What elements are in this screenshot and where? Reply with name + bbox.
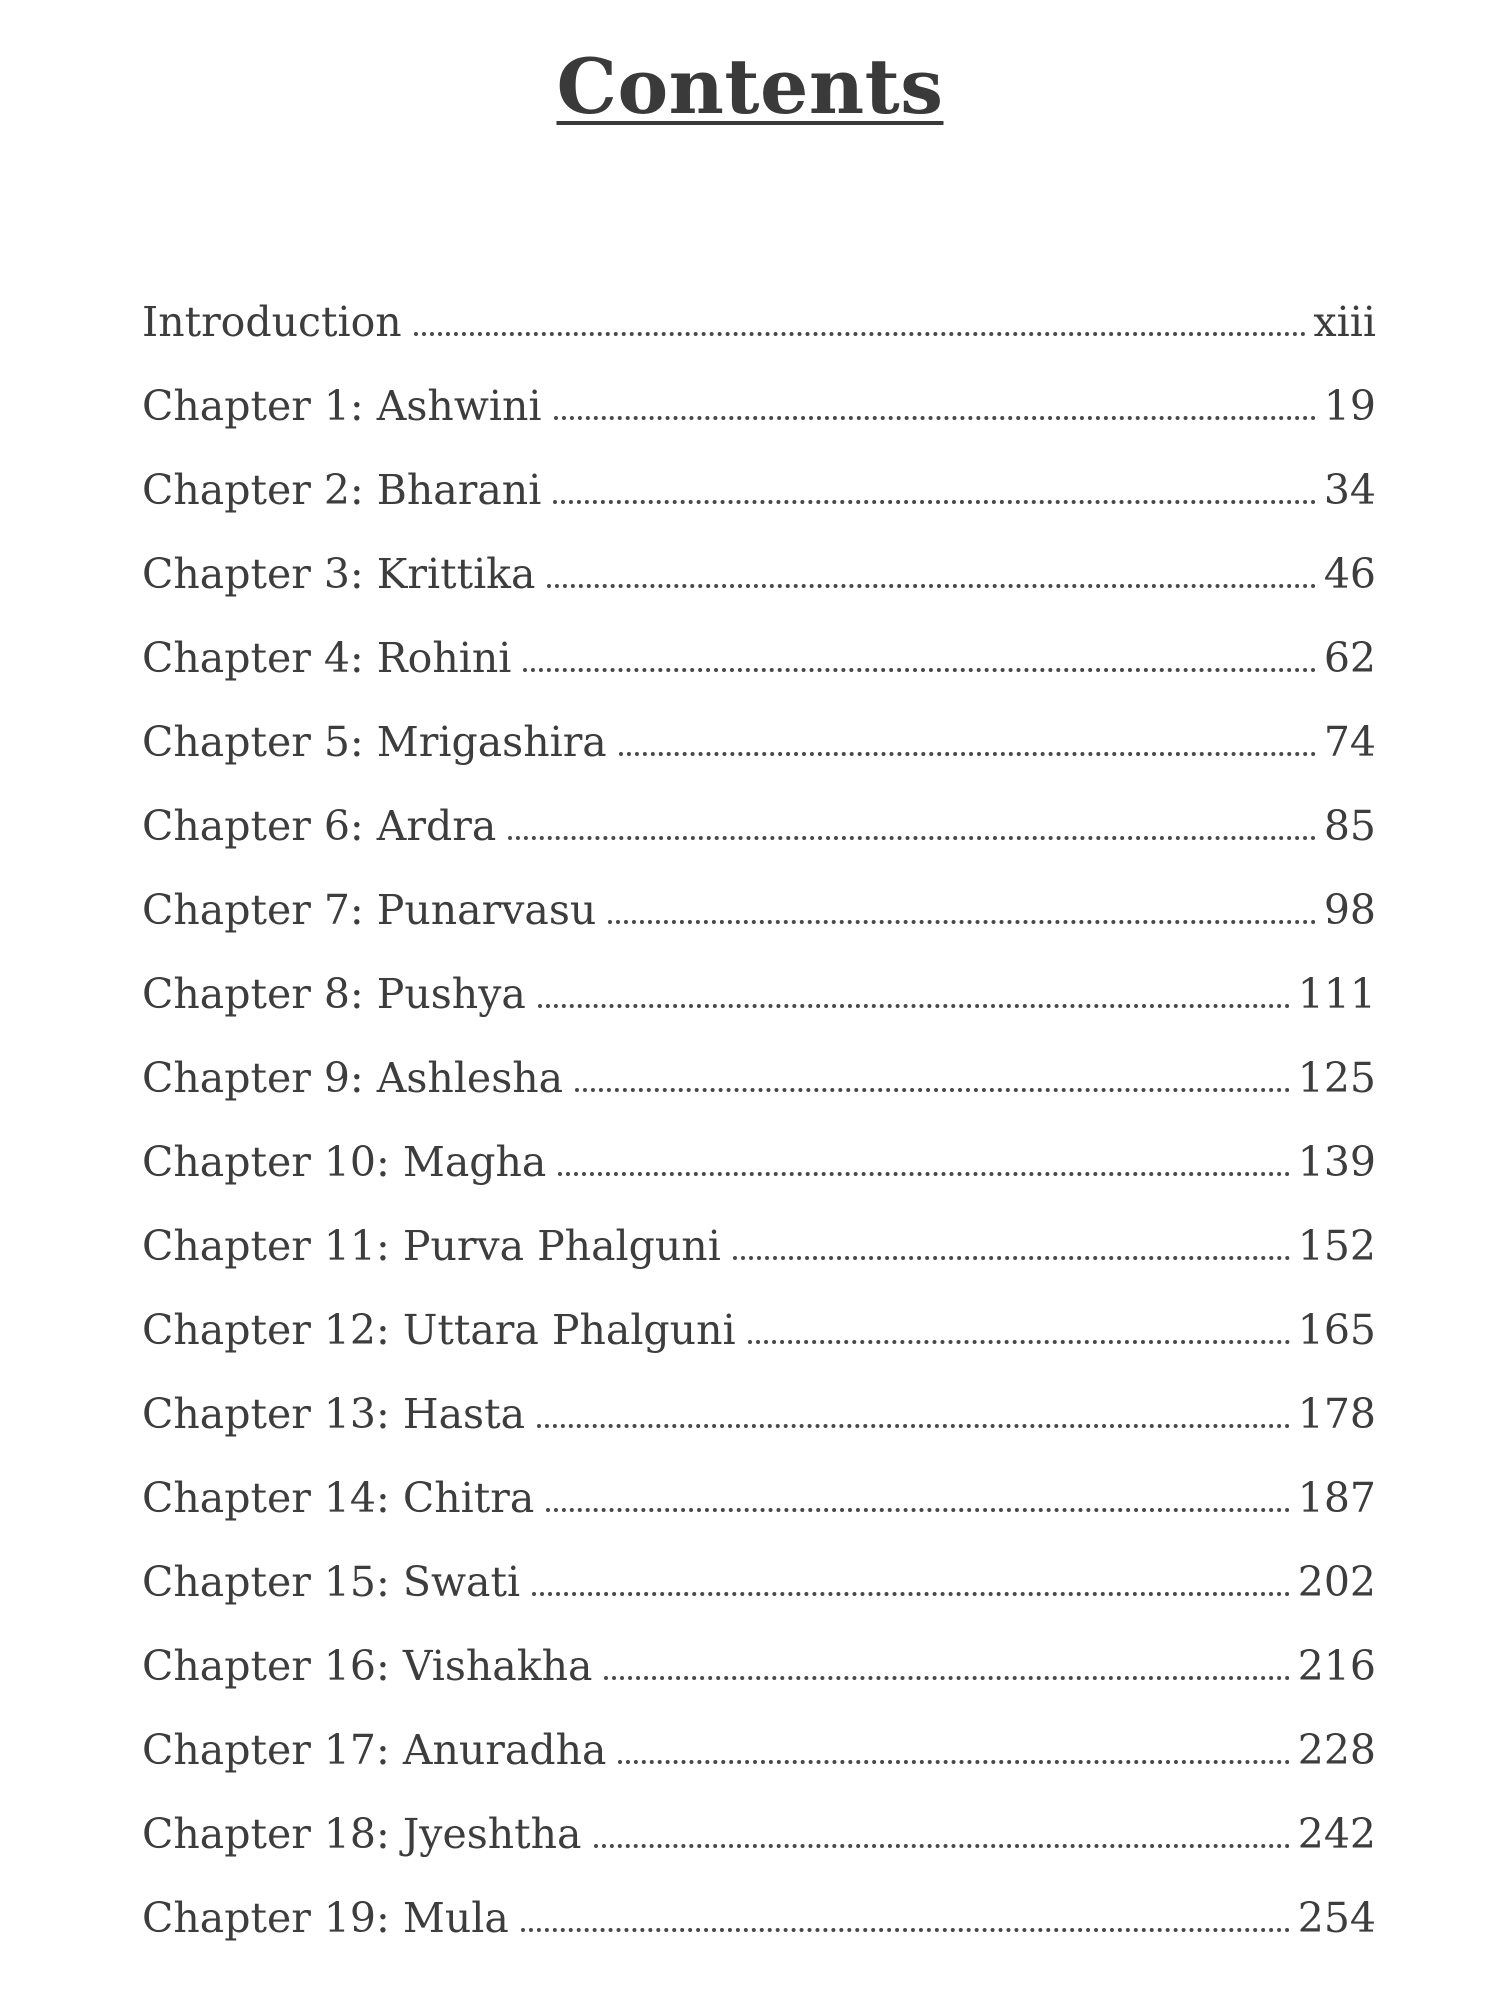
toc-entry-label: Chapter 6: Ardra — [142, 802, 497, 850]
dot-leader — [618, 1756, 1289, 1764]
toc-entry-page: 202 — [1297, 1558, 1376, 1606]
toc-entry-page: 98 — [1323, 886, 1376, 934]
toc-entry-page: 46 — [1323, 550, 1376, 598]
toc-entry-page: 85 — [1323, 802, 1376, 850]
toc-entry[interactable] — [142, 550, 1376, 634]
toc-entry-label: Chapter 15: Swati — [142, 1558, 521, 1606]
toc-entry-label: Chapter 12: Uttara Phalguni — [142, 1306, 736, 1354]
toc-entry-page: 125 — [1297, 1054, 1376, 1102]
toc-entry-label: Chapter 1: Ashwini — [142, 382, 542, 430]
toc-entry-label: Introduction — [142, 298, 402, 346]
toc-entry[interactable] — [142, 1726, 1376, 1810]
toc-entry-label: Chapter 14: Chitra — [142, 1474, 535, 1522]
toc-entry-label: Chapter 17: Anuradha — [142, 1726, 607, 1774]
toc-entry[interactable] — [142, 1138, 1376, 1222]
toc-entry[interactable] — [142, 634, 1376, 718]
dot-leader — [553, 496, 1316, 504]
toc-entry[interactable] — [142, 886, 1376, 970]
toc-entry-page: 165 — [1297, 1306, 1376, 1354]
toc-entry-page: 254 — [1297, 1894, 1376, 1942]
dot-leader — [508, 832, 1316, 840]
toc-entry-page: 111 — [1297, 970, 1376, 1018]
dot-leader — [575, 1084, 1290, 1092]
dot-leader — [608, 916, 1316, 924]
toc-entry[interactable] — [142, 802, 1376, 886]
toc-entry-page: 62 — [1323, 634, 1376, 682]
page-title-text: Contents — [556, 42, 944, 131]
toc-entry-label: Chapter 11: Purva Phalguni — [142, 1222, 721, 1270]
toc-entry[interactable] — [142, 1390, 1376, 1474]
toc-entry-label: Chapter 10: Magha — [142, 1138, 547, 1186]
dot-leader — [538, 1000, 1290, 1008]
toc-entry[interactable] — [142, 1558, 1376, 1642]
toc-entry-label: Chapter 8: Pushya — [142, 970, 526, 1018]
dot-leader — [537, 1420, 1290, 1428]
toc-entry[interactable] — [142, 466, 1376, 550]
toc-entry-page: 34 — [1323, 466, 1376, 514]
toc-entry[interactable] — [142, 970, 1376, 1054]
toc-entry[interactable] — [142, 1810, 1376, 1894]
toc-entry[interactable] — [142, 1306, 1376, 1390]
toc-entry[interactable] — [142, 1054, 1376, 1138]
dot-leader — [521, 1924, 1290, 1932]
toc-entry[interactable] — [142, 1222, 1376, 1306]
toc-entry-page: 74 — [1323, 718, 1376, 766]
toc-entry-page: 152 — [1297, 1222, 1376, 1270]
table-of-contents — [142, 298, 1376, 1978]
toc-entry[interactable] — [142, 298, 1376, 382]
toc-entry-label: Chapter 7: Punarvasu — [142, 886, 597, 934]
toc-entry-page: 178 — [1297, 1390, 1376, 1438]
dot-leader — [594, 1840, 1290, 1848]
dot-leader — [532, 1588, 1290, 1596]
dot-leader — [733, 1252, 1290, 1260]
toc-entry-label: Chapter 4: Rohini — [142, 634, 512, 682]
toc-entry[interactable] — [142, 1894, 1376, 1978]
dot-leader — [554, 412, 1316, 420]
dot-leader — [619, 748, 1316, 756]
dot-leader — [558, 1168, 1289, 1176]
toc-entry-label: Chapter 9: Ashlesha — [142, 1054, 564, 1102]
toc-entry-label: Chapter 16: Vishakha — [142, 1642, 593, 1690]
toc-entry-page: 139 — [1297, 1138, 1376, 1186]
toc-entry-label: Chapter 5: Mrigashira — [142, 718, 607, 766]
toc-entry-label: Chapter 13: Hasta — [142, 1390, 526, 1438]
dot-leader — [748, 1336, 1290, 1344]
toc-entry-label: Chapter 2: Bharani — [142, 466, 542, 514]
toc-entry[interactable] — [142, 1474, 1376, 1558]
toc-entry[interactable] — [142, 718, 1376, 802]
dot-leader — [523, 664, 1315, 672]
toc-entry-page: 19 — [1323, 382, 1376, 430]
toc-entry-label: Chapter 19: Mula — [142, 1894, 509, 1942]
page-title — [0, 42, 1500, 131]
toc-entry-page: 216 — [1297, 1642, 1376, 1690]
toc-entry[interactable] — [142, 382, 1376, 466]
dot-leader — [547, 580, 1315, 588]
toc-entry-page: 242 — [1297, 1810, 1376, 1858]
dot-leader — [604, 1672, 1289, 1680]
toc-entry-page: 187 — [1297, 1474, 1376, 1522]
toc-entry-page: 228 — [1297, 1726, 1376, 1774]
toc-entry-label: Chapter 3: Krittika — [142, 550, 536, 598]
toc-entry-label: Chapter 18: Jyeshtha — [142, 1810, 582, 1858]
dot-leader — [414, 328, 1306, 336]
toc-entry-page: xiii — [1313, 298, 1376, 346]
toc-entry[interactable] — [142, 1642, 1376, 1726]
dot-leader — [546, 1504, 1289, 1512]
